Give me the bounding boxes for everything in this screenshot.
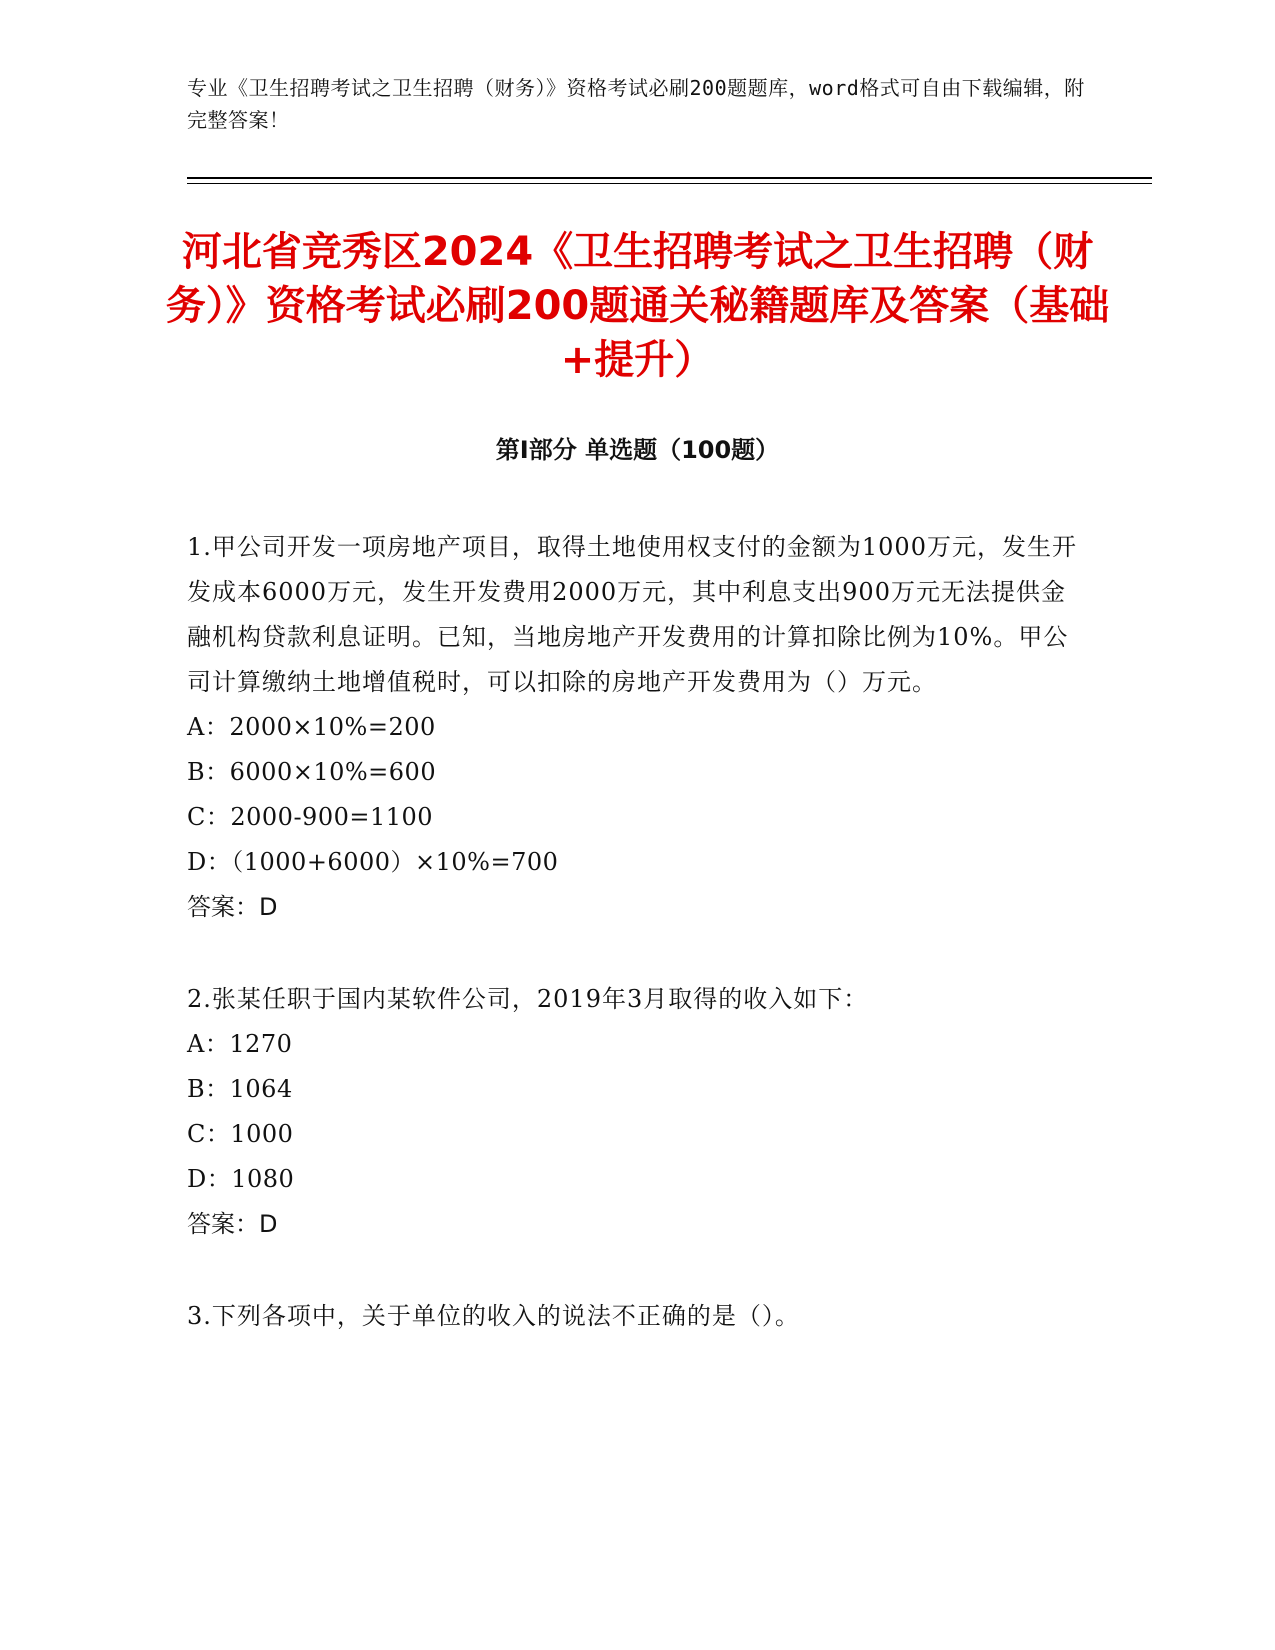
header-divider-thin <box>187 183 1152 184</box>
question-2 <box>187 977 1082 1247</box>
option-a: A：1270 <box>187 1030 293 1058</box>
option-b: B：6000×10%=600 <box>187 758 437 786</box>
question-text: 3.下列各项中，关于单位的收入的说法不正确的是（）。 <box>187 1302 800 1330</box>
header-divider <box>187 177 1152 179</box>
option-d: D：1080 <box>187 1165 295 1193</box>
option-d: D：（1000+6000）×10%=700 <box>187 848 559 876</box>
answer: 答案：D <box>187 893 278 921</box>
option-b: B：1064 <box>187 1075 293 1103</box>
option-a: A：2000×10%=200 <box>187 713 436 741</box>
option-c: C：2000-900=1100 <box>187 803 434 831</box>
answer: 答案：D <box>187 1210 278 1238</box>
option-c: C：1000 <box>187 1120 294 1148</box>
question-text: 2.张某任职于国内某软件公司，2019年3月取得的收入如下： <box>187 985 869 1013</box>
question-1 <box>187 525 1082 930</box>
document-title: 河北省竞秀区2024《卫生招聘考试之卫生招聘（财务）》资格考试必刷200题通关秘籍题库及答案（基础+提升） <box>165 229 1110 383</box>
section-heading: 第Ⅰ部分 单选题（100题） <box>495 436 780 464</box>
header-note: 专业《卫生招聘考试之卫生招聘（财务）》资格考试必刷200题题库，word格式可自由下载编辑，附完整答案！ <box>187 76 1085 132</box>
question-3 <box>187 1294 1082 1339</box>
question-list <box>187 525 1082 1386</box>
question-text: 1.甲公司开发一项房地产项目，取得土地使用权支付的金额为1000万元，发生开发成本6000万元，发生开发费用2000万元，其中利息支出900万元无法提供金融机构贷款利息证明。已知，当地房地产开发费用的计算扣除比例为10%。甲公司计算缴纳土地增值税时，可以扣除的房地产开发费用为（）万元。 <box>187 533 1077 696</box>
